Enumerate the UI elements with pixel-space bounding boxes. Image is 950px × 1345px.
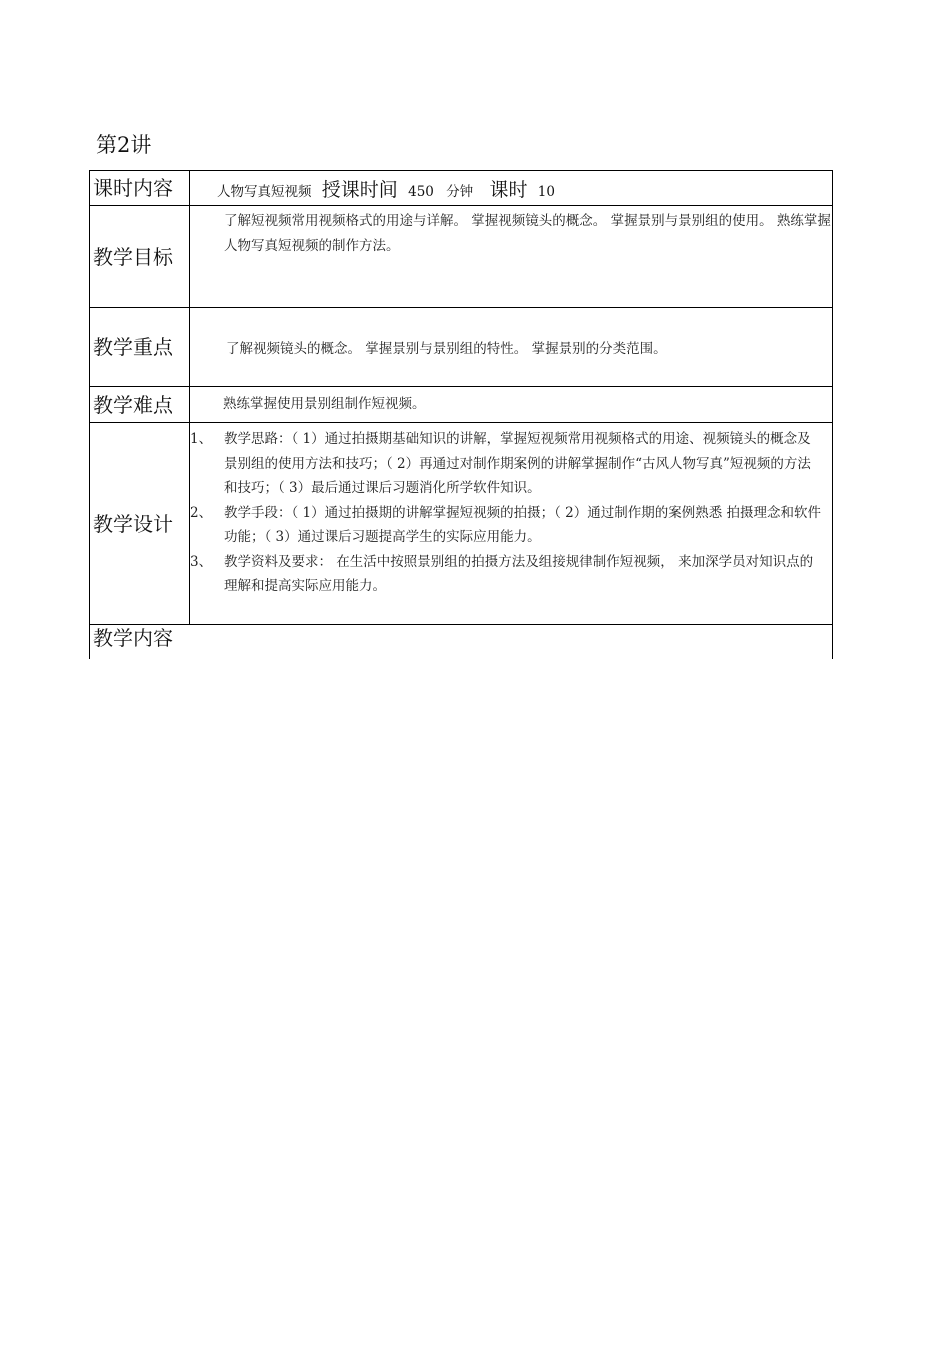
teaching-goals-label: 教学目标 [90,206,190,308]
row-teaching-content [90,625,833,660]
design-item-text: 教学资料及要求： 在生活中按照景别组的拍摄方法及组接规律制作短视频， 来加深学员对知识点的理解和提高实际应用能力。 [224,553,814,594]
design-item-index: 3、 [190,553,213,570]
teaching-time-label: 授课时间 [321,178,398,201]
class-content-label: 课时内容 [90,171,190,206]
class-hours-label: 课时 [489,178,528,201]
lecture-title: 第2讲 [96,133,152,157]
design-item-text: 教学手段：（ 1）通过拍摄期的讲解掌握短视频的拍摄；（ 2）通过制作期的案例熟悉 拍摄理念和软件功能；（ 3）通过课后习题提高学生的实际应用能力。 [224,504,822,545]
class-hours-value: 10 [537,183,555,200]
design-item [190,427,824,501]
key-points-label: 教学重点 [90,308,190,387]
class-content-cell [190,171,833,206]
row-key-points [90,308,833,387]
design-item-index: 2、 [190,504,213,521]
teaching-design-cell [190,423,833,625]
design-item-text: 教学思路：（ 1）通过拍摄期基础知识的讲解，掌握短视频常用视频格式的用途、视频镜头的概念及景别组的使用方法和技巧；（ 2）再通过对制作期案例的讲解掌握制作“古风人物写真”短视频的方法和技巧；（ 3）最后通过课后习题消化所学软件知识。 [224,431,811,496]
row-class-content [90,171,833,206]
teaching-goals-text: 了解短视频常用视频格式的用途与详解。 掌握视频镜头的概念。 掌握景别与景别组的使用。 熟练掌握人物写真短视频的制作方法。 [190,206,833,308]
difficulties-label: 教学难点 [90,387,190,423]
teaching-time-unit: 分钟 [446,183,474,200]
difficulties-text: 熟练掌握使用景别组制作短视频。 [190,387,833,423]
row-teaching-design [90,423,833,625]
teaching-time-value: 450 [408,183,434,200]
key-points-text: 了解视频镜头的概念。 掌握景别与景别组的特性。 掌握景别的分类范围。 [190,308,833,387]
topic-text: 人物写真短视频 [217,183,312,200]
design-item-index: 1、 [190,431,213,447]
teaching-design-label: 教学设计 [90,423,190,625]
row-teaching-goals [90,206,833,308]
row-difficulties [90,387,833,423]
design-item [190,501,824,550]
design-item [190,550,824,599]
teaching-content-label: 教学内容 [90,625,833,660]
lesson-plan-table [89,170,833,659]
